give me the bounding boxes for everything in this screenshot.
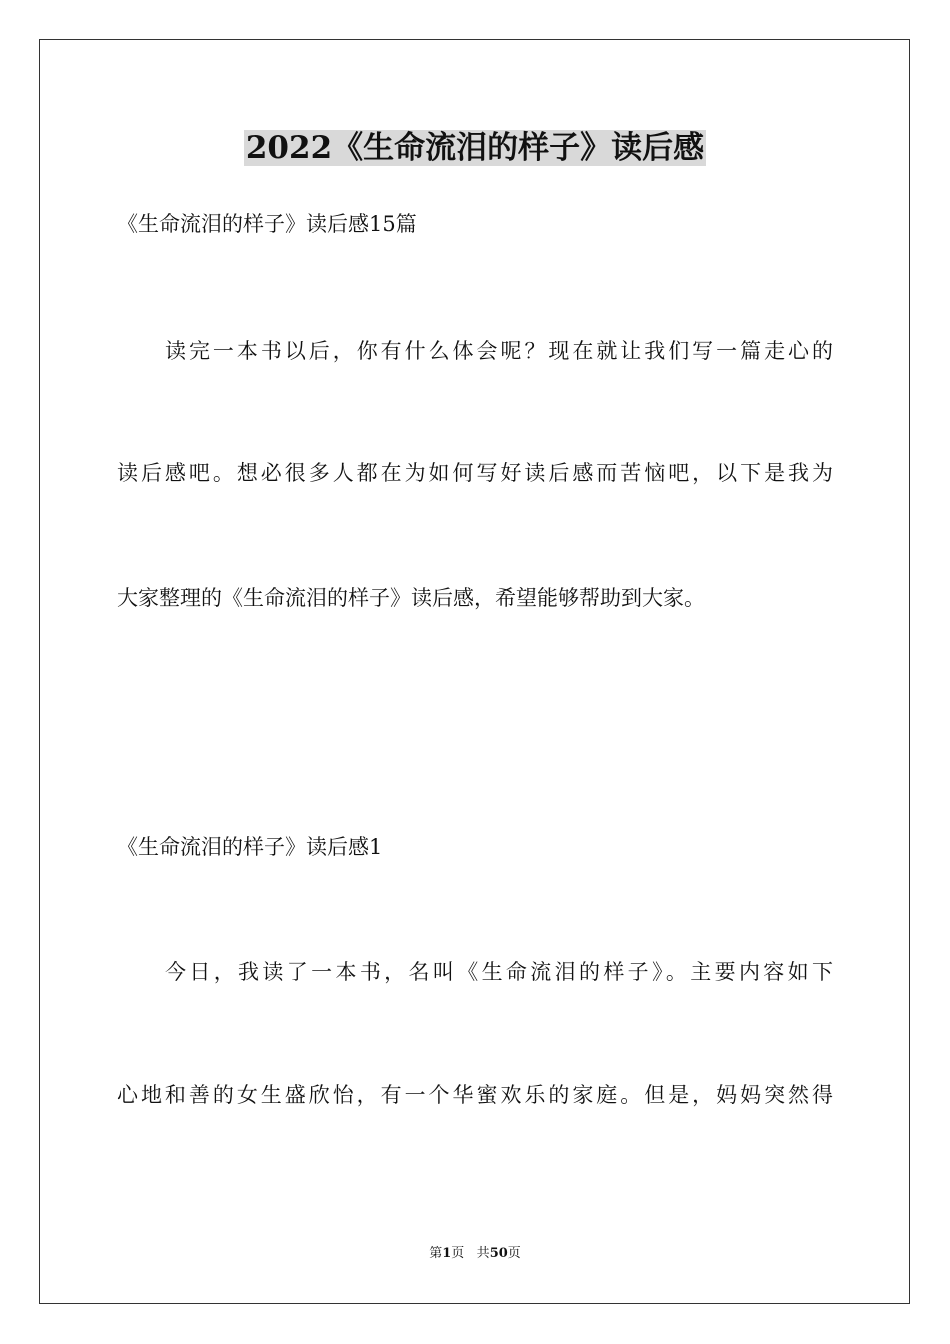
footer-total-prefix: 共 bbox=[476, 1246, 490, 1261]
footer-total-pages: 50 bbox=[489, 1246, 508, 1261]
section-line-2: 心地和善的女生盛欣怡，有一个华蜜欢乐的家庭。但是，妈妈突然得 bbox=[117, 1083, 833, 1107]
title-text: 2022《生命流泪的样子》读后感 bbox=[245, 130, 705, 166]
footer-page-suffix: 页 bbox=[451, 1246, 465, 1261]
footer-page-prefix: 第 bbox=[429, 1246, 443, 1261]
document-title bbox=[0, 126, 950, 170]
footer-total-suffix: 页 bbox=[507, 1246, 521, 1261]
document-subtitle: 《生命流泪的样子》读后感15篇 bbox=[117, 212, 417, 236]
section-heading: 《生命流泪的样子》读后感1 bbox=[117, 835, 383, 859]
intro-line-1: 读完一本书以后，你有什么体会呢？现在就让我们写一篇走心的 bbox=[165, 339, 833, 363]
page-footer bbox=[0, 1245, 950, 1263]
section-line-1: 今日，我读了一本书，名叫《生命流泪的样子》。主要内容如下 bbox=[165, 960, 833, 984]
intro-line-3: 大家整理的《生命流泪的样子》读后感，希望能够帮助到大家。 bbox=[117, 586, 705, 610]
footer-page-number: 1 bbox=[442, 1246, 452, 1261]
intro-line-2: 读后感吧。想必很多人都在为如何写好读后感而苦恼吧，以下是我为 bbox=[117, 461, 833, 485]
